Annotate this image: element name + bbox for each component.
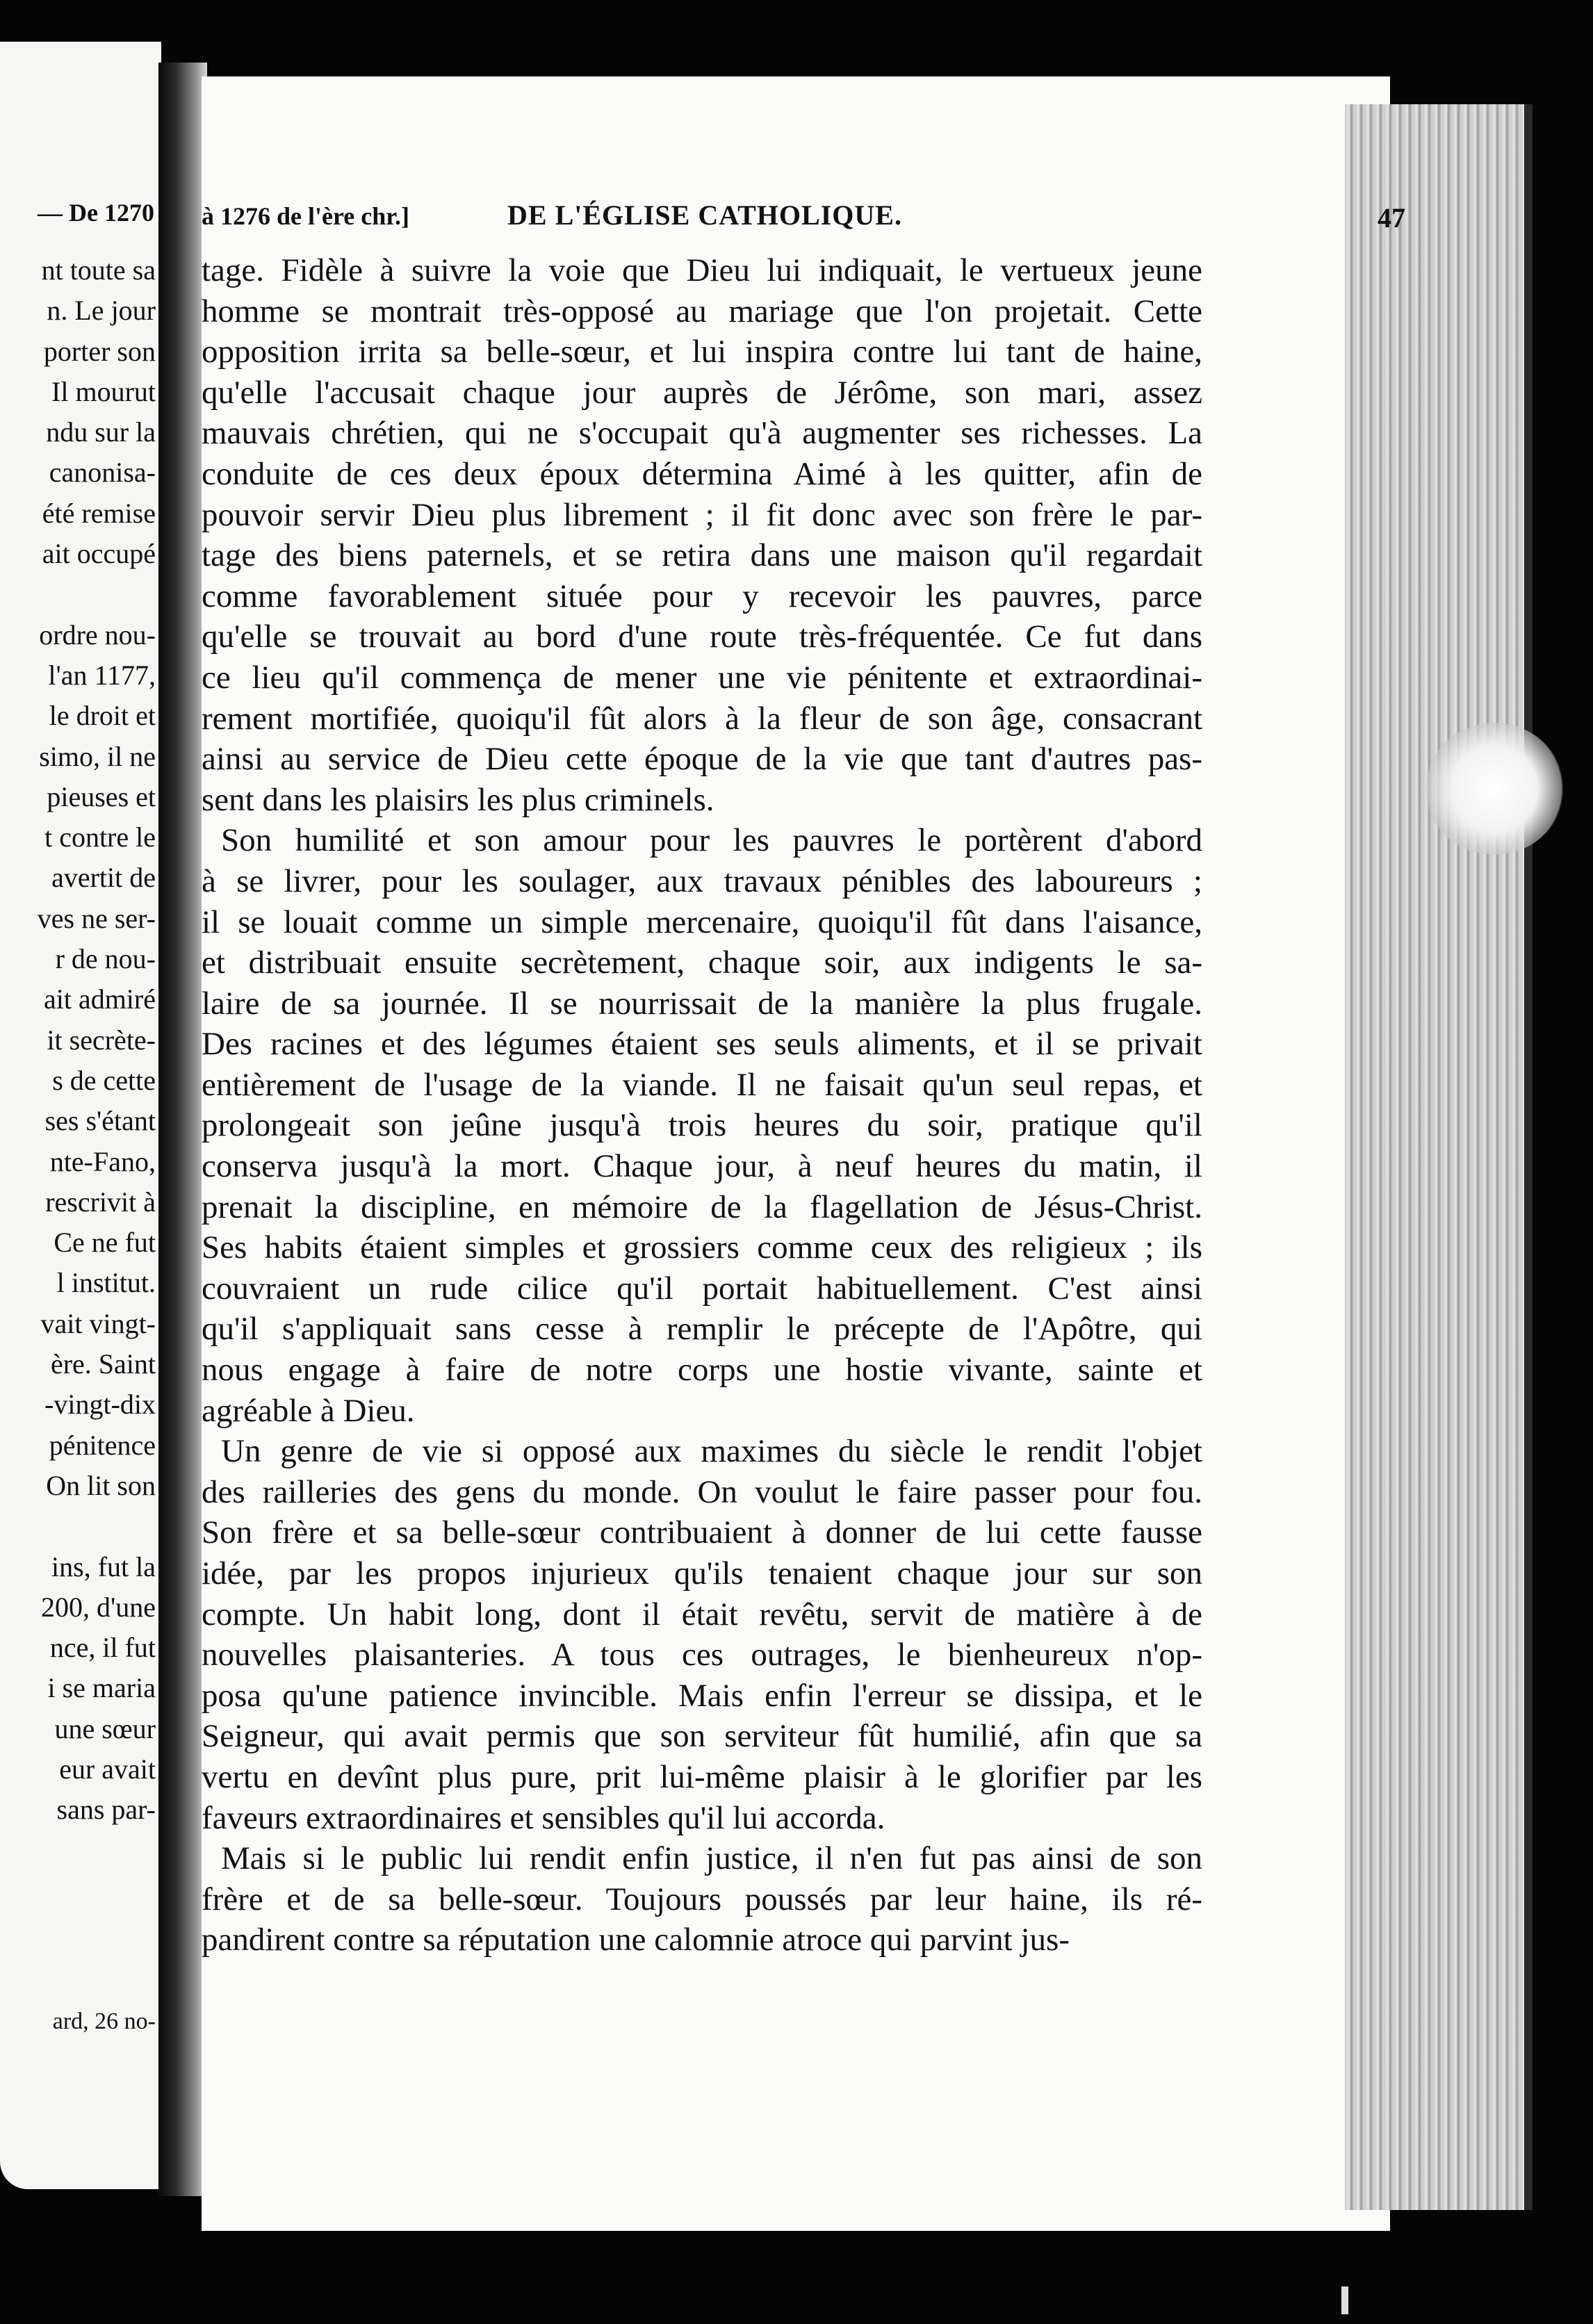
text-line: rement mortifiée, quoiqu'il fût alors à la fleur de son âge, consacrant <box>202 700 1202 737</box>
previous-page-footnote: ard, 26 no- <box>52 2008 156 2034</box>
text-line: vertu en devînt plus pure, prit lui-même plaisir à le glorifier par les <box>202 1758 1202 1795</box>
previous-page-line: ait occupé <box>42 538 156 570</box>
text-line: entièrement de l'usage de la viande. Il ne faisait qu'un seul repas, et <box>202 1066 1202 1103</box>
text-line: pandirent contre sa réputation une calomnie atroce qui parvint jus- <box>202 1922 1070 1958</box>
previous-page-line: l institut. <box>56 1267 156 1299</box>
text-line: qu'il s'appliquait sans cesse à remplir le précepte de l'Apôtre, qui <box>202 1311 1202 1348</box>
text-line: tage des biens paternels, et se retira dans une maison qu'il regardait <box>202 537 1202 574</box>
text-line: Des racines et des légumes étaient ses seuls aliments, et il se privait <box>202 1026 1202 1063</box>
text-line: homme se montrait très-opposé au mariage que l'on projetait. Cette <box>202 293 1202 329</box>
text-line: Un genre de vie si opposé aux maximes du siècle le rendit l'objet <box>221 1433 1202 1470</box>
previous-page-line: Il mourut <box>51 375 156 407</box>
previous-page-running-head: — De 1270 <box>38 199 154 227</box>
previous-page-line: s de cette <box>52 1064 156 1096</box>
previous-page-line: vait vingt- <box>40 1307 156 1339</box>
text-line: Son humilité et son amour pour les pauvres le portèrent d'abord <box>221 822 1202 859</box>
previous-page-line: ves ne ser- <box>37 902 156 934</box>
text-line: comme favorablement située pour y recevoir les pauvres, parce <box>202 578 1202 614</box>
text-line: mauvais chrétien, qui ne s'occupait qu'à augmenter ses richesses. La <box>202 415 1202 452</box>
previous-page-line: été remise <box>42 497 156 529</box>
text-line: ce lieu qu'il commença de mener une vie pénitente et extraordinai- <box>202 659 1202 696</box>
text-line: tage. Fidèle à suivre la voie que Dieu lui indiquait, le vertueux jeune <box>202 252 1202 288</box>
book-gutter-shadow <box>158 63 207 2196</box>
previous-page-line: ère. Saint <box>50 1348 156 1380</box>
previous-page-line: nt toute sa <box>41 254 156 286</box>
previous-page-line: avertit de <box>51 862 156 894</box>
text-line: frère et de sa belle-sœur. Toujours poussés par leur haine, ils ré- <box>202 1881 1202 1917</box>
previous-page <box>0 42 161 2189</box>
running-head <box>202 199 1405 236</box>
paper-blemish <box>1425 723 1564 855</box>
text-line: compte. Un habit long, dont il était revêtu, servit de matière à de <box>202 1596 1202 1632</box>
previous-page-line: nte-Fano, <box>49 1145 156 1177</box>
previous-page-line: simo, il ne <box>39 740 156 772</box>
text-line: couvraient un rude cilice qu'il portait habituellement. C'est ainsi <box>202 1270 1202 1307</box>
text-line: nouvelles plaisanteries. A tous ces outrages, le bienheureux n'op- <box>202 1637 1202 1674</box>
previous-page-line: rescrivit à <box>45 1186 156 1218</box>
previous-page-line: canonisa- <box>49 457 156 489</box>
text-line: nous engage à faire de notre corps une hostie vivante, sainte et <box>202 1352 1202 1389</box>
text-line: opposition irrita sa belle-sœur, et lui inspira contre lui tant de haine, <box>202 334 1202 370</box>
previous-page-line: eur avait <box>59 1753 156 1785</box>
text-line: qu'elle se trouvait au bord d'une route très-fréquentée. Ce fut dans <box>202 619 1202 655</box>
previous-page-line: l'an 1177, <box>48 659 156 691</box>
previous-page-line: t contre le <box>44 821 156 853</box>
previous-page-line <box>0 1506 156 1546</box>
previous-page-line: le droit et <box>49 700 156 732</box>
text-line: sent dans les plaisirs les plus criminels. <box>202 781 714 818</box>
previous-page-line: ndu sur la <box>46 416 156 448</box>
text-line: et distribuait ensuite secrètement, chaque soir, aux indigents le sa- <box>202 944 1202 981</box>
text-line: prenait la discipline, en mémoire de la flagellation de Jésus-Christ. <box>202 1188 1202 1225</box>
previous-page-line: n. Le jour <box>47 295 156 327</box>
text-line: prolongeait son jeûne jusqu'à trois heures du soir, pratique qu'il <box>202 1107 1202 1144</box>
text-line: laire de sa journée. Il se nourrissait de la manière la plus frugale. <box>202 985 1202 1022</box>
previous-page-line: pieuses et <box>47 780 156 812</box>
text-line: ainsi au service de Dieu cette époque de la vie que tant d'autres pas- <box>202 741 1202 778</box>
page-edges <box>1345 104 1533 2210</box>
text-line: il se louait comme un simple mercenaire, quoiqu'il fût dans l'aisance, <box>202 903 1202 940</box>
previous-page-line: On lit son <box>46 1469 156 1501</box>
text-line: posa qu'une patience invincible. Mais enfin l'erreur se dissipa, et le <box>202 1677 1202 1714</box>
previous-page-line: ins, fut la <box>51 1550 156 1582</box>
running-head-title: DE L'ÉGLISE CATHOLIQUE. <box>507 199 902 231</box>
previous-page-line <box>0 574 156 614</box>
text-line: idée, par les propos injurieux qu'ils tenaient chaque jour sur son <box>202 1555 1202 1591</box>
running-head-date-range: à 1276 de l'ère chr.] <box>202 202 409 230</box>
text-line: qu'elle l'accusait chaque jour auprès de Jérôme, son mari, assez <box>202 374 1202 411</box>
previous-page-line: pénitence <box>49 1429 156 1461</box>
text-line: des railleries des gens du monde. On voulut le faire passer pour fou. <box>202 1473 1202 1510</box>
text-line: Mais si le public lui rendit enfin justice, il n'en fut pas ainsi de son <box>221 1840 1202 1877</box>
text-line: conduite de ces deux époux détermina Aimé à les quitter, afin de <box>202 455 1202 492</box>
text-line: à se livrer, pour les soulager, aux travaux pénibles des laboureurs ; <box>202 862 1202 899</box>
previous-page-line: ordre nou- <box>39 619 156 650</box>
previous-page-line: 200, d'une <box>41 1591 156 1623</box>
scan-artifact <box>1341 2286 1348 2314</box>
previous-page-line: sans par- <box>56 1794 156 1826</box>
previous-page-line: ses s'étant <box>44 1105 156 1137</box>
text-line: conserva jusqu'à la mort. Chaque jour, à neuf heures du matin, il <box>202 1148 1202 1185</box>
previous-page-line: it secrète- <box>47 1024 156 1056</box>
text-line: agréable à Dieu. <box>202 1392 415 1429</box>
text-line: Ses habits étaient simples et grossiers comme ceux des religieux ; ils <box>202 1229 1202 1266</box>
previous-page-line: Ce ne fut <box>54 1227 156 1259</box>
previous-page-text <box>0 250 156 1831</box>
previous-page-line: une sœur <box>54 1712 156 1744</box>
page-number: 47 <box>1378 202 1405 234</box>
page-body-text <box>202 250 1202 1961</box>
text-line: pouvoir servir Dieu plus librement ; il fit donc avec son frère le par- <box>202 496 1202 533</box>
previous-page-line: ait admiré <box>43 983 156 1015</box>
previous-page-line: r de nou- <box>55 943 156 975</box>
text-line: Son frère et sa belle-sœur contribuaient à donner de lui cette fausse <box>202 1514 1202 1551</box>
previous-page-line: porter son <box>43 335 156 367</box>
previous-page-line: nce, il fut <box>49 1632 156 1664</box>
text-line: faveurs extraordinaires et sensibles qu'il lui accorda. <box>202 1799 885 1836</box>
previous-page-line: -vingt-dix <box>44 1389 156 1421</box>
previous-page-line: i se maria <box>47 1672 156 1704</box>
text-line: Seigneur, qui avait permis que son serviteur fût humilié, afin que sa <box>202 1718 1202 1755</box>
